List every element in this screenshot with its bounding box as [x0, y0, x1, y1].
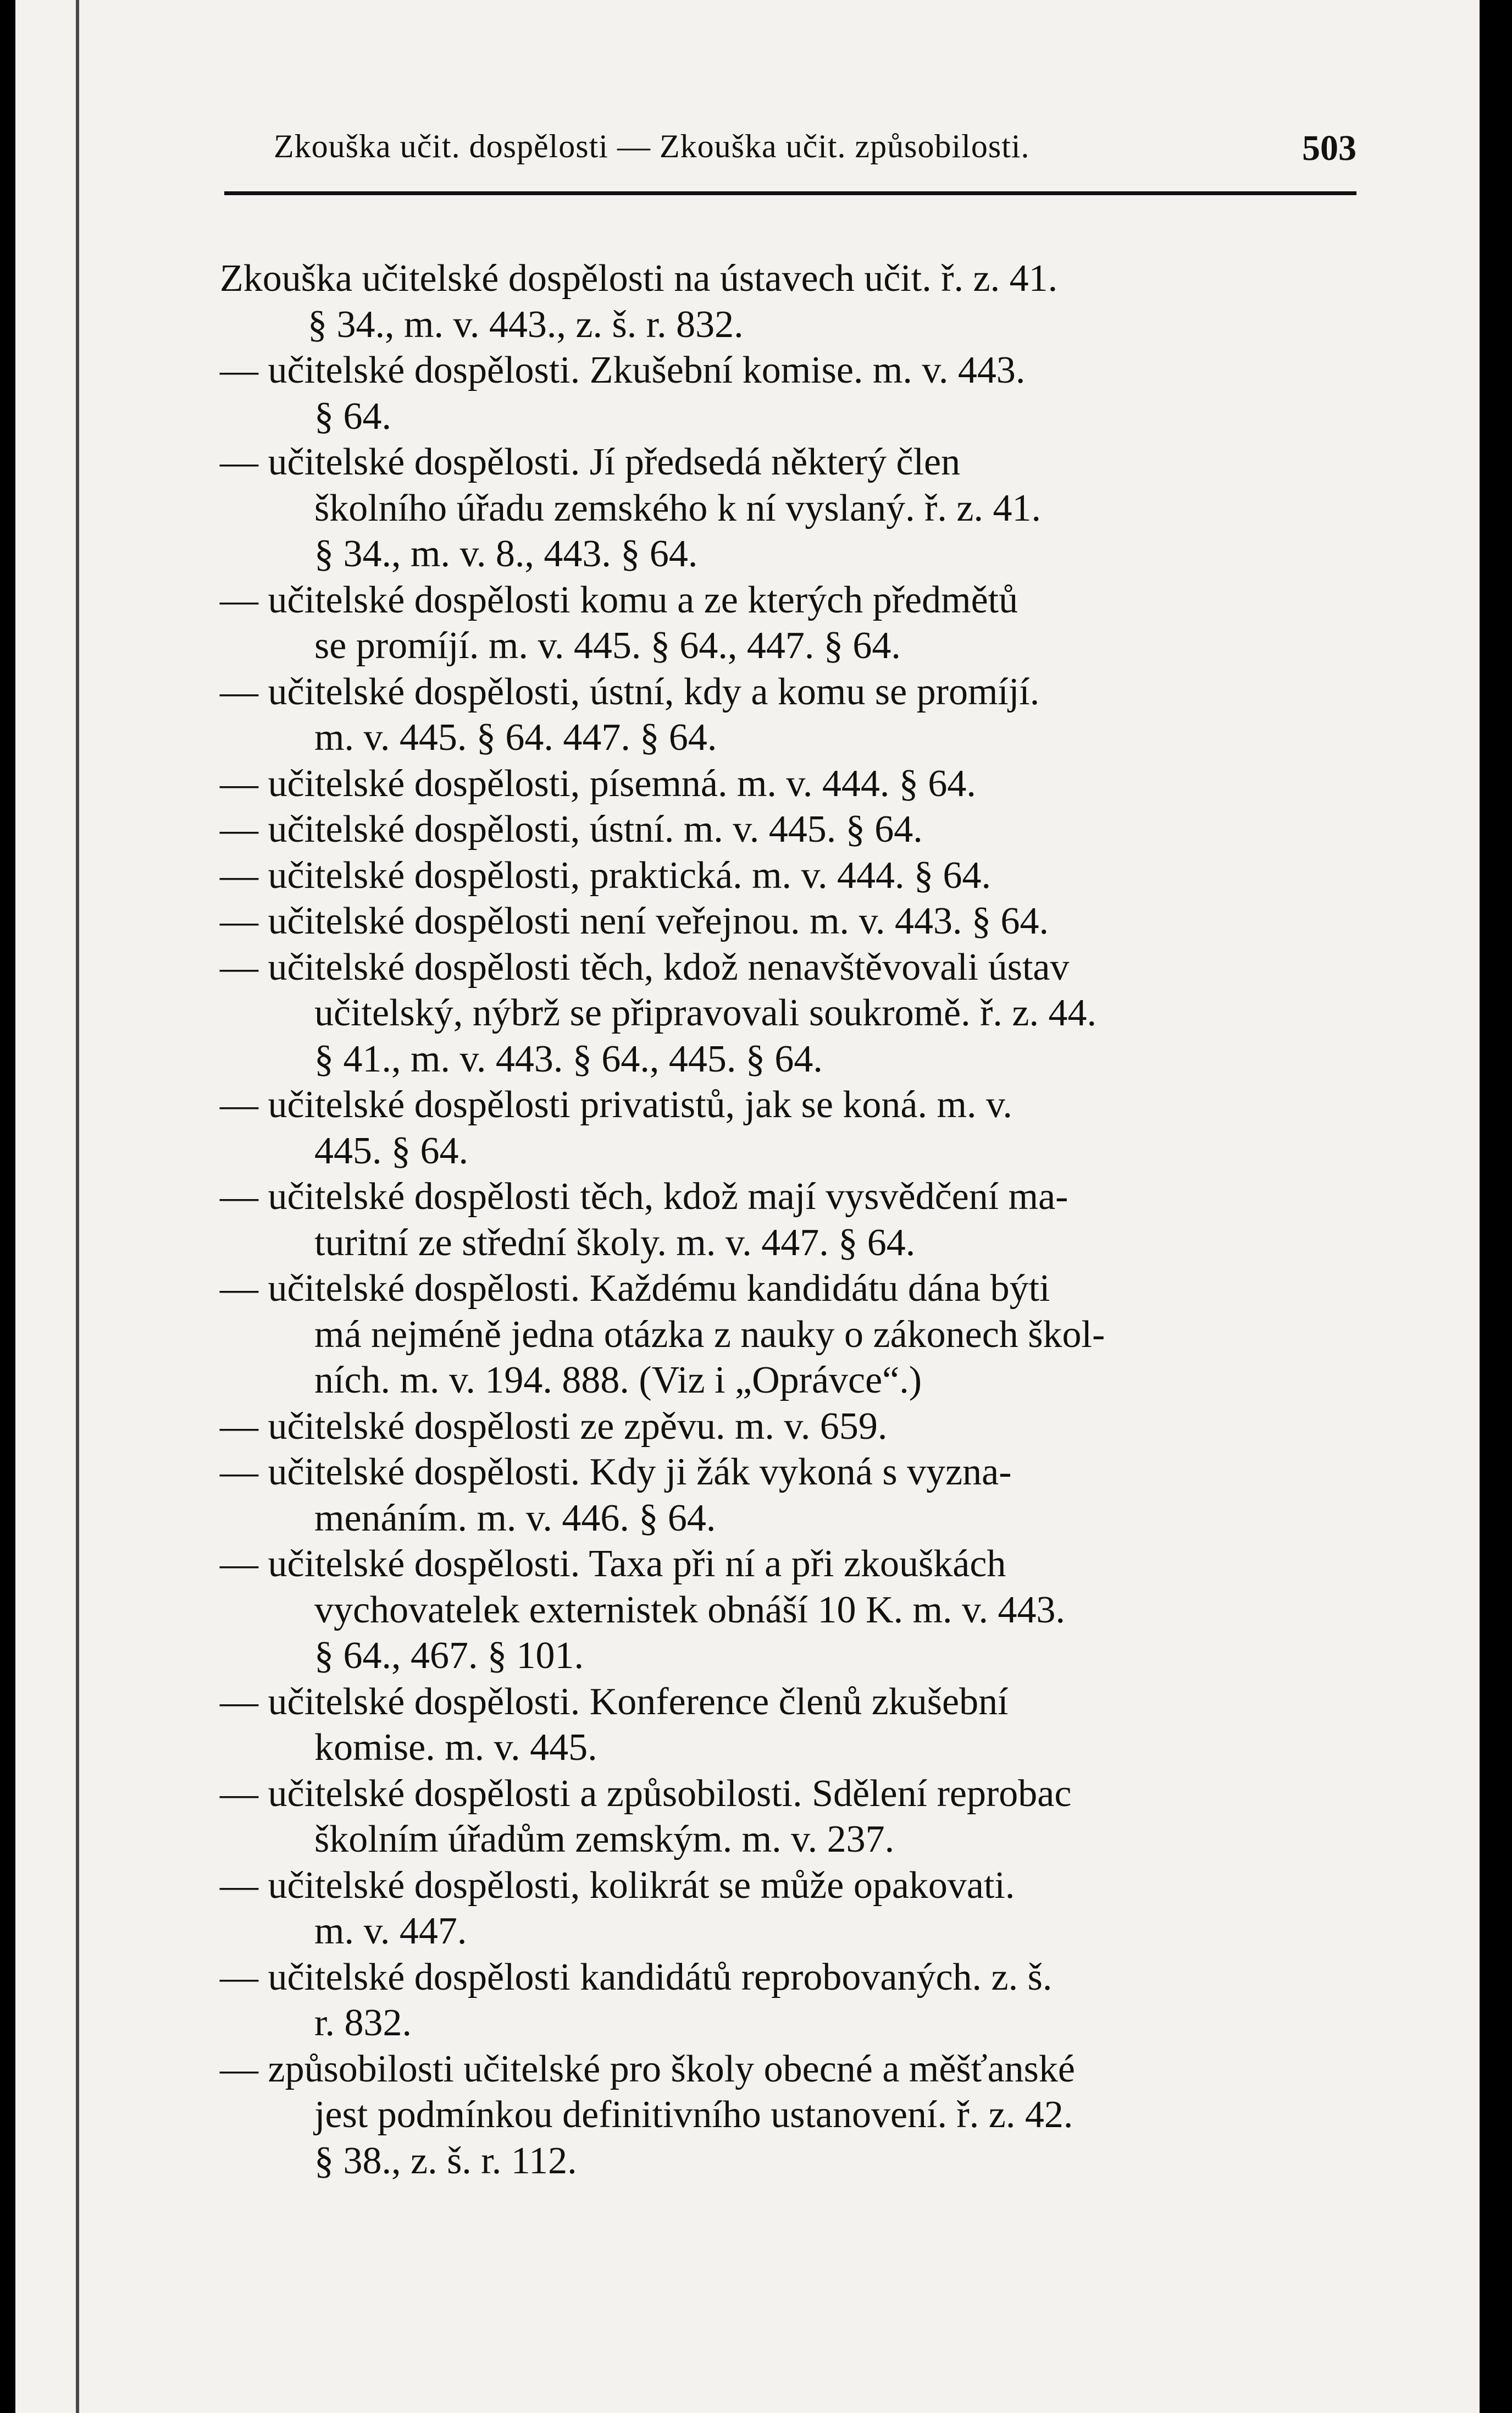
index-entry: — učitelské dospělosti, ústní, kdy a komu se promíjí. m. v. 445. § 64. 447. § 64.: [220, 670, 1040, 759]
index-entry: — učitelské dospělosti privatistů, jak se koná. m. v. 445. § 64.: [220, 1084, 1012, 1172]
index-entry: — učitelské dospělosti, písemná. m. v. 444. § 64.: [220, 762, 976, 805]
page-edge-line: [76, 0, 79, 2413]
index-entry: — učitelské dospělosti, kolikrát se může opakovati. m. v. 447.: [220, 1864, 1015, 1952]
book-page: [15, 0, 1480, 2413]
index-entry: — učitelské dospělosti těch, kdož nenavštěvovali ústav učitelský, nýbrž se připravovali soukromě. ř. z. 44. § 41., m. v. 443. § 64., 445. § 64.: [220, 946, 1096, 1080]
index-entry: — učitelské dospělosti, ústní. m. v. 445. § 64.: [220, 808, 923, 851]
index-entry: — učitelské dospělosti. Taxa při ní a při zkouškách vychovatelek externistek obnáší 10 K. m. v. 443. § 64., 467. § 101.: [220, 1543, 1065, 1677]
index-entry: — učitelské dospělosti. Jí předsedá některý člen školního úřadu zemského k ní vyslaný. ř. z. 41. § 34., m. v. 8., 443. § 64.: [220, 441, 1042, 575]
page-number: 503: [1302, 128, 1356, 168]
index-entry: — učitelské dospělosti. Kdy ji žák vykoná s vyzna- menáním. m. v. 446. § 64.: [220, 1451, 1012, 1539]
index-entry: — učitelské dospělosti, praktická. m. v. 444. § 64.: [220, 854, 992, 897]
index-entry: — učitelské dospělosti komu a ze kterých předmětů se promíjí. m. v. 445. § 64., 447. § 64.: [220, 578, 1018, 667]
index-entries: [220, 256, 1360, 2184]
index-entry: — učitelské dospělosti těch, kdož mají vysvědčení ma- turitní ze střední školy. m. v. 447. § 64.: [220, 1175, 1068, 1264]
index-entry: — učitelské dospělosti ze zpěvu. m. v. 659.: [220, 1405, 888, 1448]
index-entry: — učitelské dospělosti a způsobilosti. Sdělení reprobac školním úřadům zemským. m. v. 237.: [220, 1772, 1072, 1860]
page-header: [224, 128, 1356, 188]
header-rule: [224, 191, 1356, 195]
index-entry: — učitelské dospělosti. Zkušební komise. m. v. 443. § 64.: [220, 349, 1026, 438]
index-entry: — učitelské dospělosti není veřejnou. m. v. 443. § 64.: [220, 900, 1049, 942]
index-entry: — učitelské dospělosti kandidátů reprobovaných. z. š. r. 832.: [220, 1956, 1053, 2044]
index-entry: — způsobilosti učitelské pro školy obecné a měšťanské jest podmínkou definitivního ustanovení. ř. z. 42. § 38., z. š. r. 112.: [220, 2047, 1075, 2182]
index-entry: — učitelské dospělosti. Konference členů zkušební komise. m. v. 445.: [220, 1680, 1009, 1769]
index-entry: — učitelské dospělosti. Každému kandidátu dána býti má nejméně jedna otázka z nauky o zákonech škol- ních. m. v. 194. 888. (Viz i „Oprávce“.): [220, 1267, 1105, 1401]
running-head: Zkouška učit. dospělosti — Zkouška učit. způsobilosti.: [274, 128, 1030, 164]
index-entry: Zkouška učitelské dospělosti na ústavech učit. ř. z. 41. § 34., m. v. 443., z. š. r. 832.: [220, 257, 1058, 346]
